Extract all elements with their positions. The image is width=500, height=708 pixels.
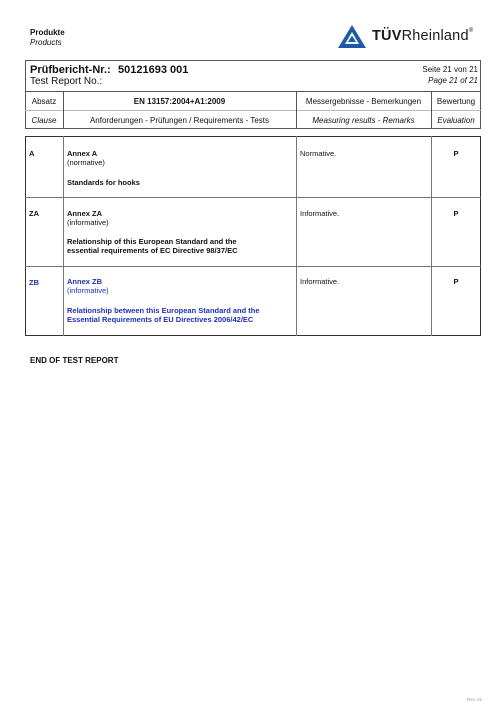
row-clause: A (29, 149, 35, 158)
header-divider (25, 91, 481, 92)
report-number-label-de: Prüfbericht-Nr.: (30, 64, 111, 76)
table-col-divider (63, 136, 64, 336)
category-de: Produkte (30, 28, 65, 37)
page-indicator-en: Page 21 of 21 (428, 76, 478, 85)
table-col-divider (296, 136, 297, 336)
row-title: Annex ZB (67, 277, 103, 286)
row-description-line1: Relationship between this European Standard and the (67, 306, 260, 315)
col-header-clause-en: Clause (31, 116, 57, 125)
col-header-clause-de: Absatz (31, 97, 57, 106)
col-header-evaluation-en: Evaluation (437, 116, 475, 125)
table-row-divider (25, 266, 481, 267)
end-of-report: END OF TEST REPORT (30, 356, 119, 365)
row-result: Informative. (300, 209, 340, 218)
row-subtitle: (informative) (67, 286, 109, 295)
row-evaluation: P (453, 209, 459, 218)
page-indicator-de: Seite 21 von 21 (422, 65, 478, 74)
row-description-line2: Essential Requirements of EU Directives 2006/42/EC (67, 315, 254, 324)
row-result: Informative. (300, 277, 340, 286)
col-header-results-de: Messergebnisse - Bemerkungen (305, 97, 422, 106)
table-col-divider (431, 136, 432, 336)
row-clause: ZA (29, 209, 39, 218)
category-en: Products (30, 38, 62, 47)
revision-label: Rev. 01 (466, 697, 482, 702)
brand-name (372, 28, 473, 44)
table-row-divider (25, 197, 481, 198)
row-description-line2: essential requirements of EC Directive 98/37/EC (67, 246, 238, 255)
brand-prefix: TÜV (372, 28, 402, 44)
row-description: Standards for hooks (67, 178, 140, 187)
row-subtitle: (normative) (67, 158, 105, 167)
row-title: Annex ZA (67, 209, 103, 218)
header-divider-light (25, 110, 481, 111)
col-header-requirements: Anforderungen - Prüfungen / Requirements - Tests (89, 116, 270, 125)
row-description-line1: Relationship of this European Standard and the (67, 237, 237, 246)
col-header-standard: EN 13157:2004+A1:2009 (133, 97, 226, 106)
report-number-label-en: Test Report No.: (30, 76, 103, 87)
row-title: Annex A (67, 149, 98, 158)
row-subtitle: (informative) (67, 218, 109, 227)
brand-suffix: Rheinland (401, 28, 469, 44)
row-result: Normative. (300, 149, 337, 158)
col-header-evaluation-de: Bewertung (436, 97, 476, 106)
row-evaluation: P (453, 277, 459, 286)
report-number: 50121693 001 (118, 64, 189, 76)
col-header-results-en: Measuring results - Remarks (312, 116, 415, 125)
row-clause: ZB (29, 278, 39, 287)
brand-registered: ® (468, 28, 474, 34)
row-evaluation: P (453, 149, 459, 158)
